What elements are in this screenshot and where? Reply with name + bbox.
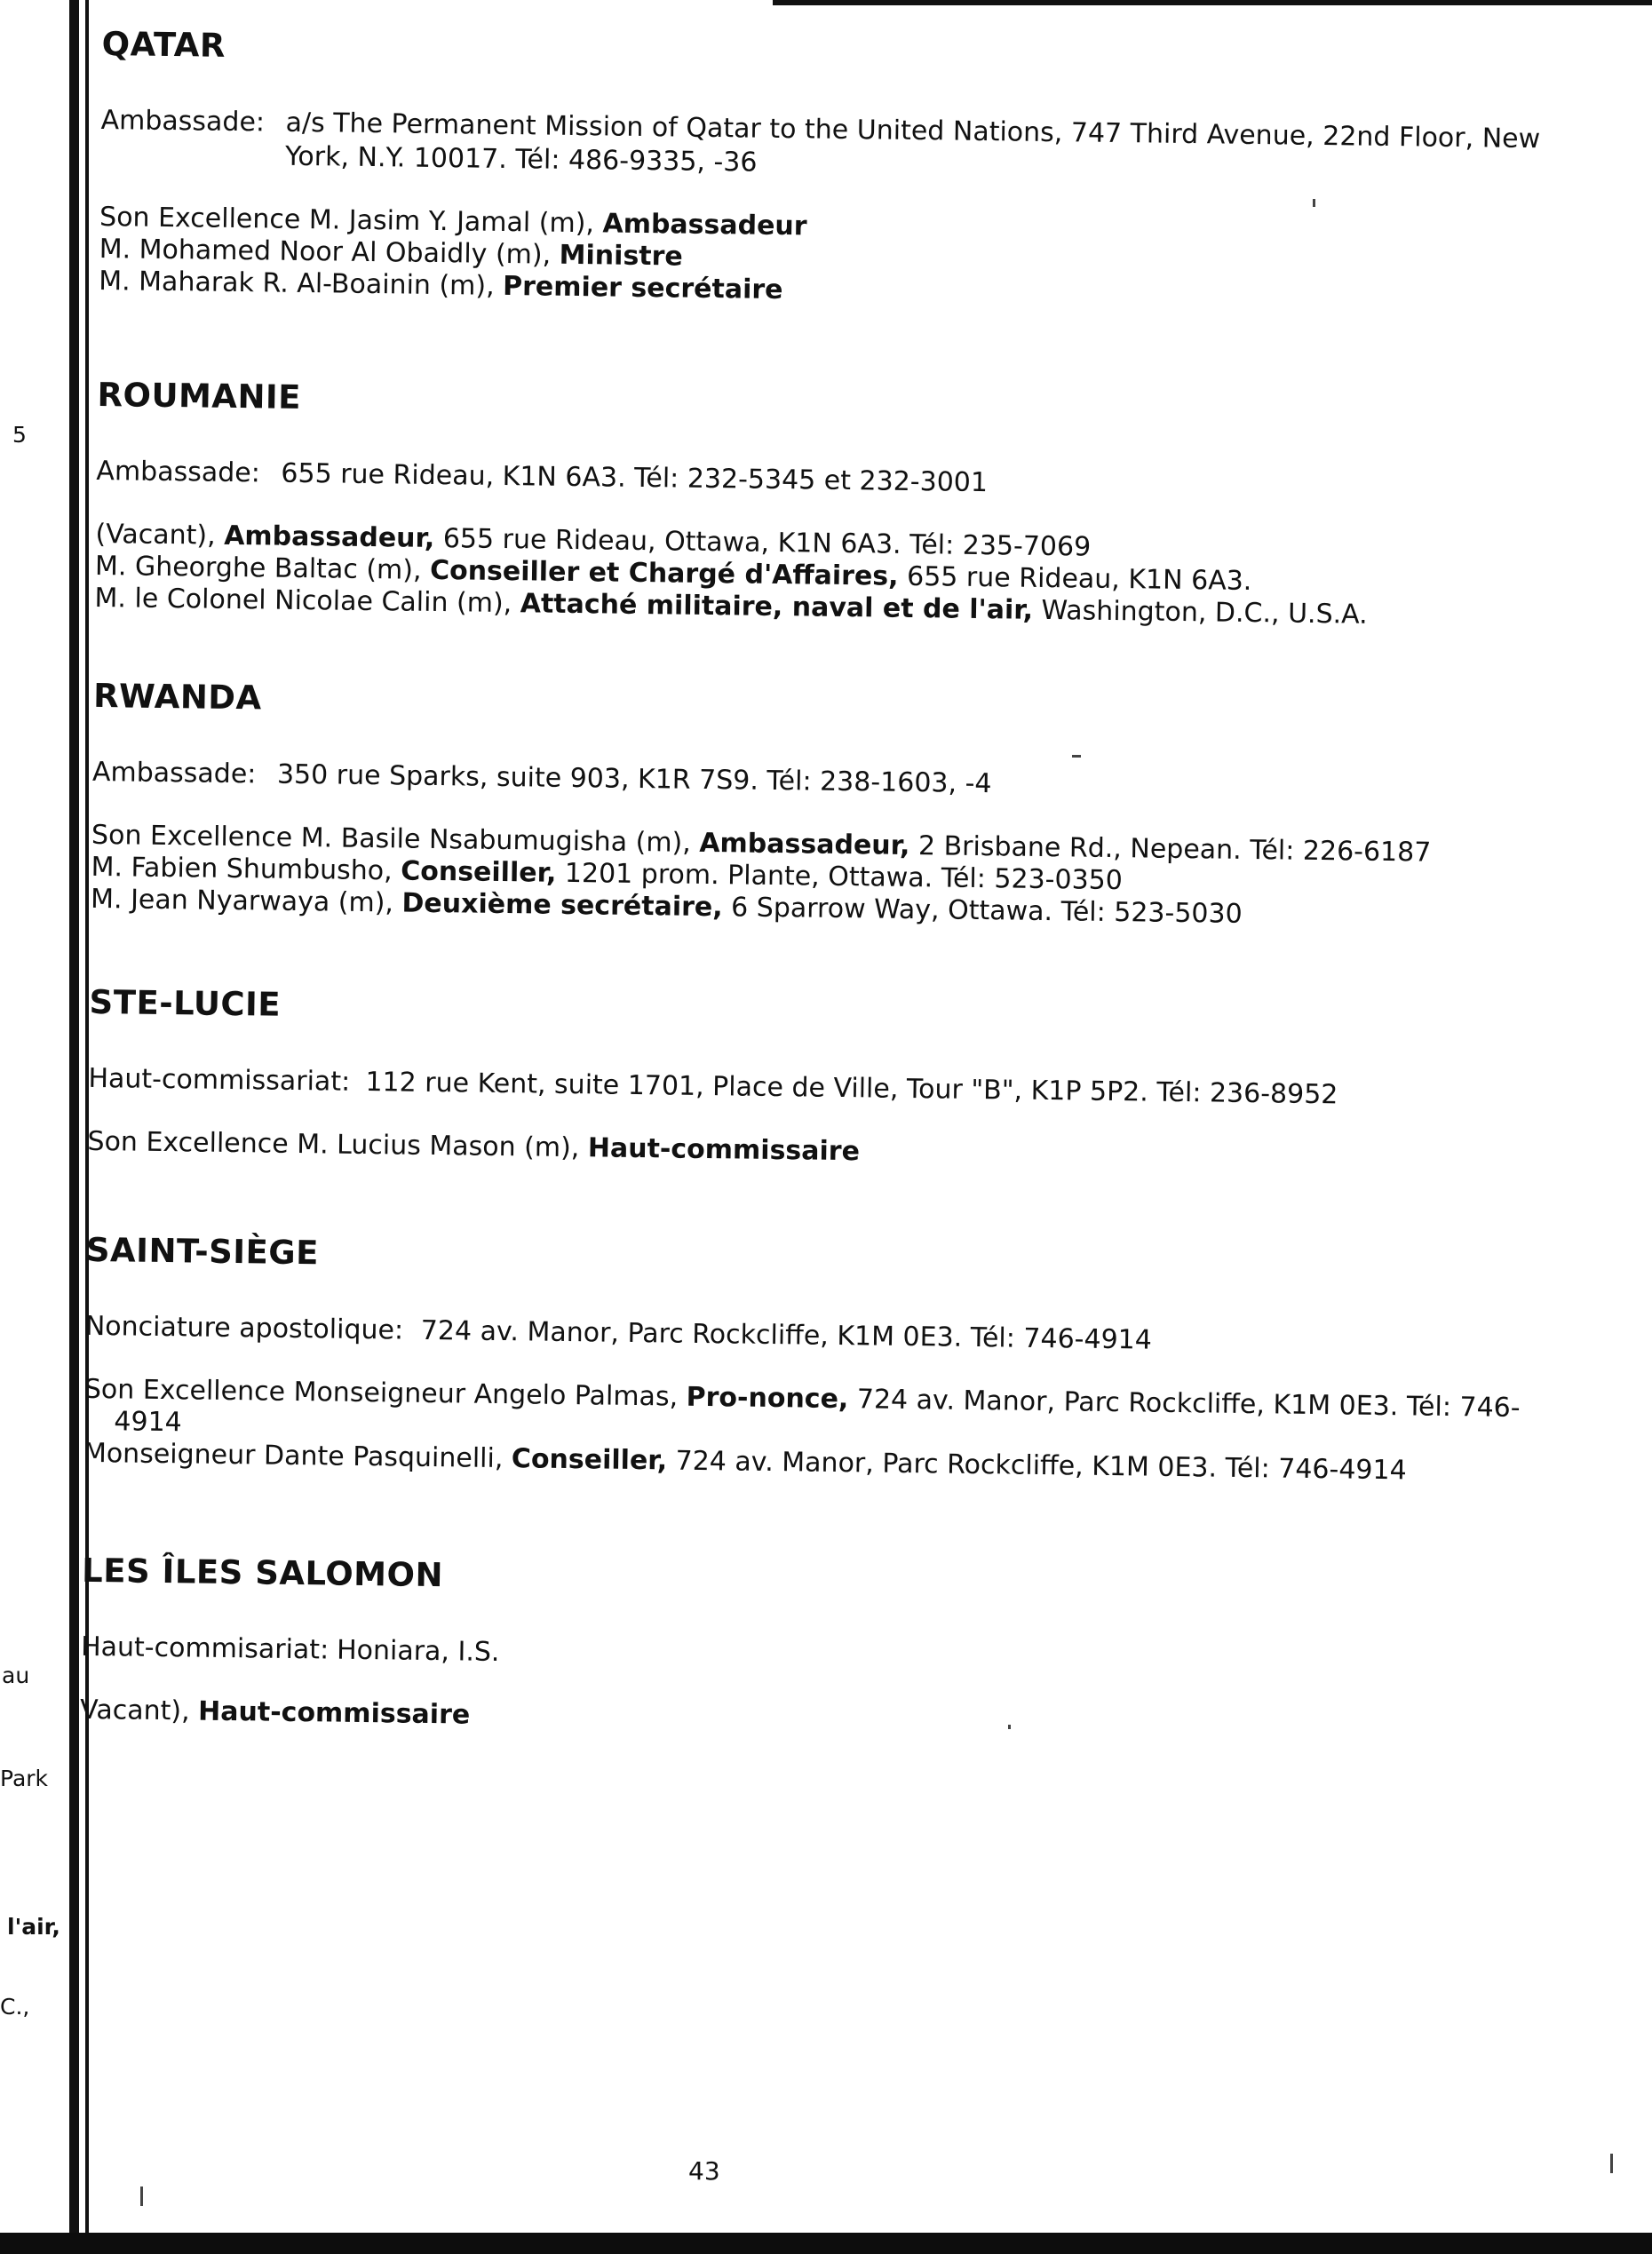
person-name: M. Fabien Shumbusho,: [91, 851, 401, 887]
person-title: Haut-commissaire: [587, 1132, 861, 1168]
country-heading: QATAR: [101, 25, 226, 65]
person-details: 724 av. Manor, Parc Rockcliffe, K1M 0E3. Tél: 746-4914: [114, 1384, 1521, 1439]
person-title: Attaché militaire, naval et de l'air,: [520, 588, 1034, 626]
person-title: Premier secrétaire: [502, 270, 783, 306]
office-address: 112 rue Kent, suite 1701, Place de Ville, Tour "B", K1P 5P2. Tél: 236-8952: [365, 1066, 1338, 1111]
person-title: Pro-nonce,: [686, 1381, 849, 1416]
person-details: 655 rue Rideau, Ottawa, K1N 6A3. Tél: 235-7069: [434, 522, 1092, 563]
office-line: [100, 104, 1558, 190]
person-name: M. le Colonel Nicolae Calin (m),: [94, 582, 520, 620]
office-address: 655 rue Rideau, K1N 6A3. Tél: 232-5345 et 232-3001: [281, 457, 989, 499]
entry-roumanie: [94, 376, 1553, 633]
person-details: 724 av. Manor, Parc Rockcliffe, K1M 0E3. Tél: 746-4914: [666, 1445, 1407, 1487]
person-title: Conseiller et Chargé d'Affaires,: [429, 554, 899, 592]
person-name: Monseigneur Dante Pasquinelli,: [83, 1437, 512, 1475]
person-name: Son Excellence Monseigneur Angelo Palmas,: [83, 1373, 687, 1413]
office-line: [96, 455, 1553, 507]
office-label: Haut-commissariat:: [88, 1062, 351, 1098]
country-heading: SAINT-SIÈGE: [85, 1230, 320, 1273]
office-line: [85, 1310, 1542, 1362]
person-name: Son Excellence M. Basile Nsabumugisha (m),: [91, 819, 700, 859]
person-details: Washington, D.C., U.S.A.: [1032, 594, 1368, 631]
office-label: Haut-commisariat:: [80, 1631, 330, 1666]
office-line: [81, 1631, 1537, 1683]
entry-rwanda: [91, 677, 1550, 934]
margin-fragment: C.,: [0, 1994, 30, 2020]
person-title: Ambassadeur,: [223, 520, 435, 554]
person-details: 1201 prom. Plante, Ottawa. Tél: 523-0350: [556, 857, 1124, 897]
office-label: Ambassade:: [91, 756, 257, 790]
office-label: Nonciature apostolique:: [84, 1310, 404, 1346]
office-line: [92, 756, 1549, 808]
person-name: M. Jean Nyarwaya (m),: [90, 883, 402, 919]
directory-page: [80, 25, 1559, 1745]
margin-fragment: au: [2, 1663, 30, 1688]
scan-top-edge: [773, 0, 1652, 5]
person-details: 2 Brisbane Rd., Nepean. Tél: 226-6187: [909, 829, 1432, 869]
margin-fragment: 5: [12, 422, 27, 448]
office-label: Ambassade:: [96, 455, 261, 489]
entry-ste-lucie: [87, 983, 1545, 1177]
person-name: (Vacant),: [95, 518, 225, 552]
margin-fragment: l'air,: [7, 1914, 60, 1940]
country-heading: RWANDA: [92, 676, 262, 718]
person-entry: [80, 1694, 1537, 1745]
office-address: 350 rue Sparks, suite 903, K1R 7S9. Tél: 238-1603, -4: [276, 758, 992, 800]
person-title: Ambassadeur: [602, 208, 807, 242]
person-name: M. Mohamed Noor Al Obaidly (m),: [99, 233, 560, 271]
scan-bottom-edge: [0, 2233, 1652, 2254]
margin-fragment: Park: [0, 1766, 49, 1791]
entry-saint-siege: [83, 1231, 1543, 1488]
person-title: Conseiller,: [511, 1443, 668, 1477]
person-name: Son Excellence M. Jasim Y. Jamal (m),: [99, 201, 603, 240]
scan-speck: [140, 2187, 143, 2206]
office-label: Ambassade:: [100, 104, 266, 139]
person-details: 655 rue Rideau, K1N 6A3.: [898, 560, 1252, 597]
entry-les-iles-salomon: [80, 1552, 1538, 1745]
binding-spine-dark: [69, 0, 79, 2254]
office-line: [88, 1062, 1545, 1115]
country-heading: ROUMANIE: [97, 375, 302, 417]
person-title: Ministre: [559, 239, 684, 273]
person-name: Son Excellence M. Lucius Mason (m),: [87, 1125, 589, 1164]
person-title: Ambassadeur,: [699, 827, 910, 861]
person-name: M. Maharak R. Al-Boainin (m),: [98, 265, 504, 302]
scan-speck: [1610, 2154, 1613, 2173]
office-address: 724 av. Manor, Parc Rockcliffe, K1M 0E3. Tél: 746-4914: [420, 1314, 1153, 1356]
page-number: 43: [688, 2156, 720, 2186]
person-details: 6 Sparrow Way, Ottawa. Tél: 523-5030: [722, 892, 1243, 930]
person-title: Haut-commissaire: [197, 1695, 471, 1731]
country-heading: STE-LUCIE: [89, 982, 282, 1024]
person-name: M. Gheorghe Baltac (m),: [94, 550, 431, 586]
office-address: a/s The Permanent Mission of Qatar to the United Nations, 747 Third Avenue, 22nd Floor, New York, N.Y. 10017. Tél: 486-9335, -36: [284, 107, 1541, 179]
person-name: Vacant),: [79, 1694, 199, 1727]
person-entry: [87, 1126, 1544, 1177]
person-title: Deuxième secrétaire,: [401, 887, 723, 924]
entry-qatar: [99, 25, 1559, 316]
person-title: Conseiller,: [400, 855, 557, 889]
country-heading: LES ÎLES SALOMON: [81, 1551, 444, 1595]
office-address: Honiara, I.S.: [336, 1634, 500, 1669]
